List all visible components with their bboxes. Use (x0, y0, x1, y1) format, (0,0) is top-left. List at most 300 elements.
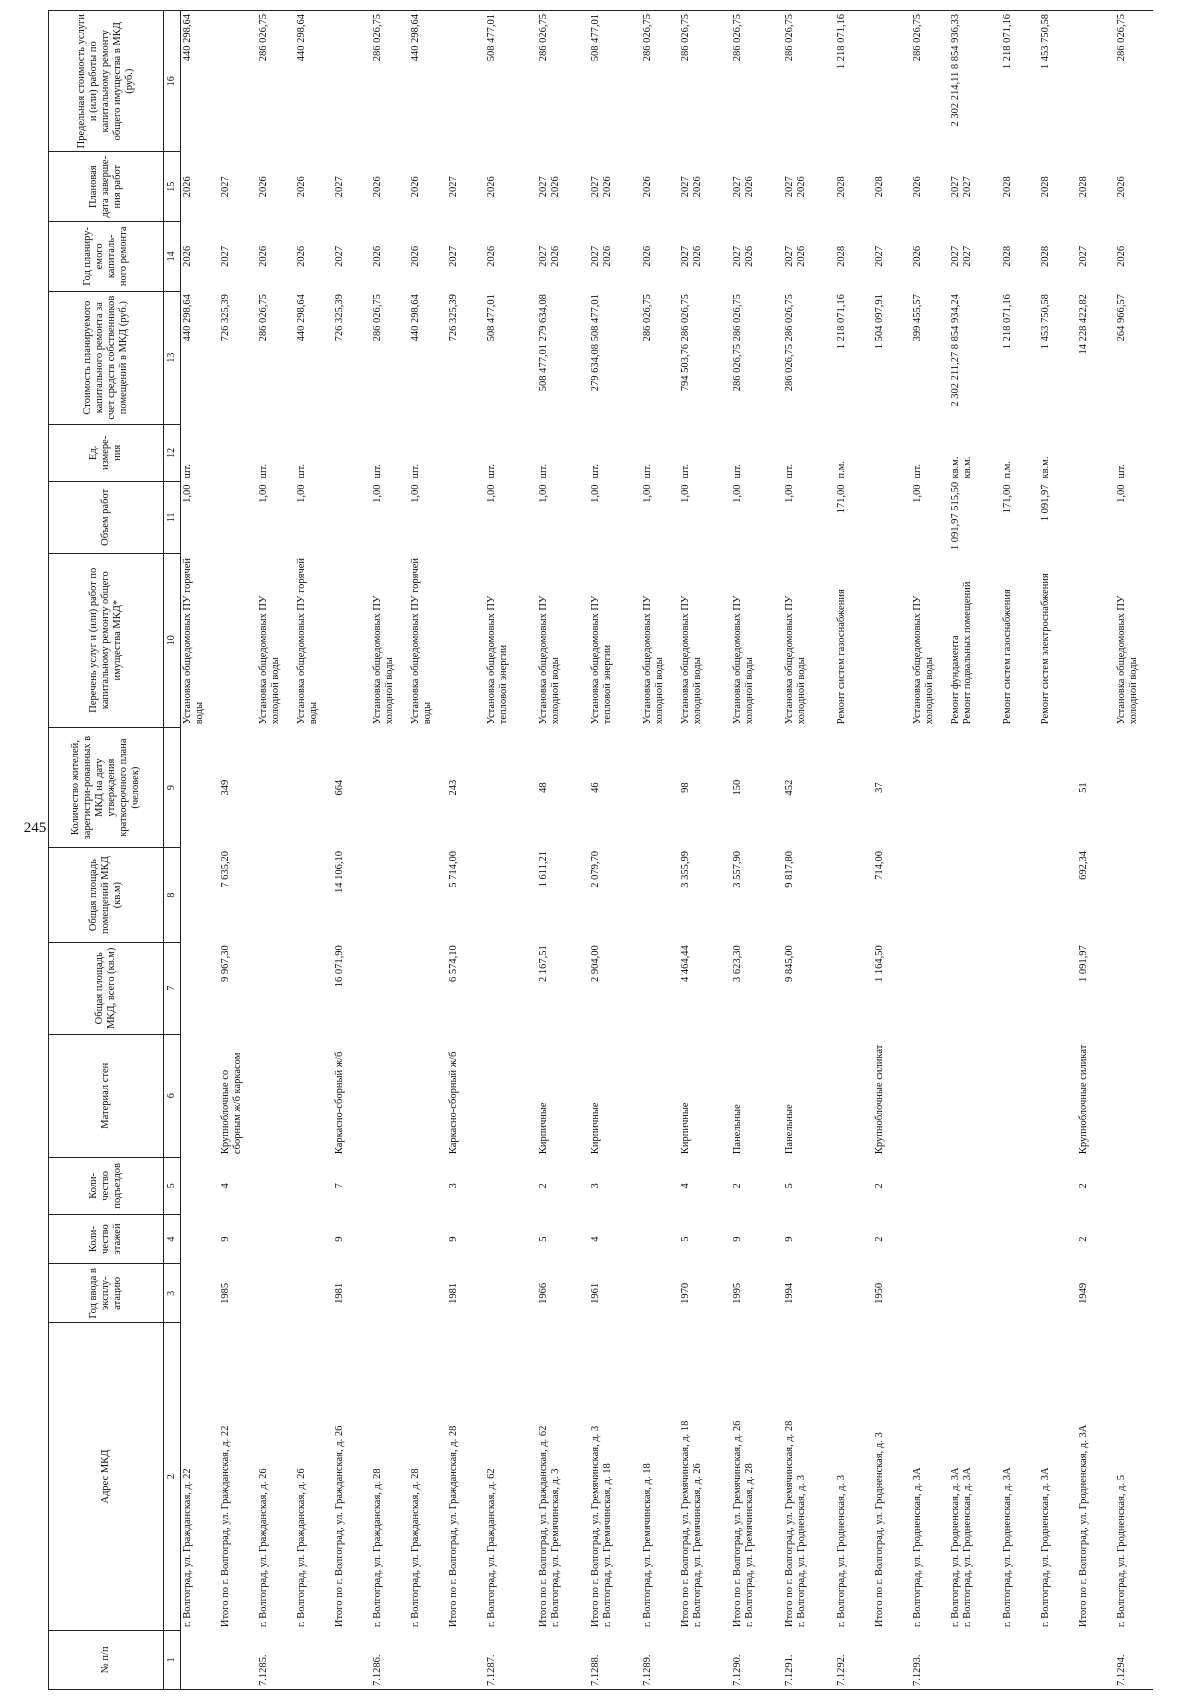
table-cell (485, 848, 537, 942)
table-cell: 726 325,39 (447, 294, 459, 342)
table-cell (295, 1214, 333, 1263)
column-number: 8 (164, 848, 181, 942)
table-cell: 2027 2026 (679, 176, 703, 198)
table-cell: 286 026,75 (641, 294, 653, 342)
table-cell: 1,00 (182, 484, 193, 503)
table-cell: шт. (537, 464, 549, 479)
table-cell: 1 453 750,58 (1039, 294, 1051, 350)
table-cell (371, 848, 409, 942)
table-cell: 2027 2026 (537, 245, 561, 267)
page-number: 245 (23, 820, 47, 836)
table-cell (333, 424, 371, 481)
table-cell: 2028 (873, 176, 885, 198)
table-row (371, 11, 409, 1690)
table-cell: 2026 (641, 176, 653, 198)
table-cell: 399 455,57 (911, 294, 923, 342)
table-cell: 1,00 (1115, 484, 1127, 503)
table-row (447, 11, 485, 1690)
table-cell: 1 091,97 (1077, 945, 1089, 982)
column-number: 15 (164, 152, 181, 222)
table-cell: 1 218 071,16 (1001, 11, 1039, 152)
table-cell: 286 026,75 (257, 11, 295, 152)
column-header: Общая площадь помещений МКД (кв.м) (49, 848, 164, 942)
table-row (181, 11, 219, 1690)
table-cell: г. Волгоград, ул. Гродненская, д. 3 (835, 1474, 847, 1628)
table-cell (447, 553, 485, 727)
table-cell (1039, 1214, 1077, 1263)
table-cell (371, 942, 409, 1034)
column-number: 12 (164, 424, 181, 481)
table-cell: 14 228 422,82 (1077, 294, 1089, 355)
table-cell: 2026 (257, 176, 269, 198)
table-cell: г. Волгоград, ул. Гродненская, д. 3А (911, 1467, 923, 1628)
table-cell (911, 1034, 949, 1157)
table-cell: Установка общедомовых ПУ холодной воды (783, 595, 807, 725)
table-cell (641, 848, 679, 942)
table-cell: 2028 (1077, 176, 1089, 198)
table-cell (1039, 1034, 1077, 1157)
table-cell: шт. (911, 464, 923, 479)
table-cell (447, 11, 485, 152)
table-cell (181, 848, 219, 942)
table-cell: 1 218 071,16 (1001, 294, 1013, 350)
table-cell: Итого по г. Волгоград, ул. Гражданская, д. 28 (447, 1425, 459, 1628)
table-cell: 2028 (1039, 176, 1051, 198)
table-cell (333, 1630, 371, 1689)
table-cell: Ремонт систем газоснабжения (835, 589, 847, 725)
table-cell: 16 071,90 (333, 945, 345, 988)
table-cell: г. Волгоград, ул. Гражданская, д. 26 (295, 1468, 307, 1628)
table-cell: 1,00 (257, 484, 269, 503)
table-cell (641, 727, 679, 848)
table-row (911, 11, 949, 1690)
table-cell: 1,00 (641, 484, 653, 503)
table-cell: 2027 2026 (783, 176, 807, 198)
table-cell: шт. (731, 464, 743, 479)
table-cell (295, 1630, 333, 1689)
table-cell: г. Волгоград, ул. Гражданская, д. 28 (409, 1468, 421, 1628)
table-cell: 2027 2026 (537, 176, 561, 198)
column-number: 3 (164, 1264, 181, 1323)
table-cell: 48 (537, 782, 549, 793)
table-cell (295, 848, 333, 942)
table-cell (409, 1157, 447, 1214)
table-cell: 692,34 (1077, 851, 1089, 880)
table-cell: Итого по г. Волгоград, ул. Гражданская, д. 22 (219, 1425, 231, 1628)
table-cell (873, 482, 911, 554)
table-cell (409, 1630, 447, 1689)
table-cell: Панельные (731, 1104, 743, 1155)
table-cell: 440 298,64 (295, 11, 333, 152)
table-row (783, 11, 835, 1690)
column-header: Ед. измере-ния (49, 424, 164, 481)
table-cell (1001, 1214, 1039, 1263)
table-cell: 7 635,20 (219, 851, 231, 888)
table-cell: г. Волгоград, ул. Гродненская, д. 3А г. Волгоград, ул. Гродненская, д. 3А (949, 1467, 973, 1628)
table-cell: 440 298,64 (181, 11, 219, 152)
table-cell: 1949 (1077, 1282, 1089, 1304)
table-row (835, 11, 873, 1690)
table-cell: Установка общедомовых ПУ холодной воды (257, 595, 281, 725)
table-cell: 2 (1077, 1236, 1089, 1242)
table-cell (1077, 482, 1115, 554)
table-cell (219, 482, 257, 554)
column-number: 13 (164, 291, 181, 424)
table-cell (181, 727, 219, 848)
table-cell (911, 942, 949, 1034)
table-cell: 508 477,01 (485, 294, 497, 342)
column-number: 7 (164, 942, 181, 1034)
table-cell (641, 1157, 679, 1214)
table-cell: Ремонт систем электроснабжения (1039, 573, 1051, 725)
column-header: Материал стен (49, 1034, 164, 1157)
table-cell: 9 (447, 1236, 459, 1242)
table-cell: 2026 (1115, 245, 1127, 267)
table-cell (1001, 1630, 1039, 1689)
table-cell: 7.1286. (371, 1630, 409, 1689)
table-cell: 2026 (409, 245, 421, 267)
column-number: 11 (164, 482, 181, 554)
column-header: Стоимость планируемого капитального ремонта за счет средств собственников помещений в МКД (руб.) (49, 291, 164, 424)
table-cell: 508 477,01 (485, 11, 537, 152)
table-cell (1039, 1157, 1077, 1214)
table-cell: 2027 2026 (731, 176, 755, 198)
table-cell: 2027 2026 (783, 245, 807, 267)
table-cell: 7.1288. (589, 1630, 641, 1689)
table-cell: 1 218 071,16 (835, 294, 847, 350)
table-cell: 9 845,00 (783, 945, 795, 982)
table-cell (219, 553, 257, 727)
table-cell: 2026 (1115, 176, 1127, 198)
table-cell (485, 1214, 537, 1263)
table-cell: 2027 (873, 245, 885, 267)
table-cell (1039, 727, 1077, 848)
table-cell (371, 1264, 409, 1323)
table-cell (371, 1214, 409, 1263)
table-cell (257, 1034, 295, 1157)
table-cell: 2026 (371, 245, 383, 267)
table-cell: 1,00 (295, 484, 307, 503)
table-cell: 286 026,75 (679, 11, 731, 152)
table-cell: Итого по г. Волгоград, ул. Гродненская, д. 3А (1077, 1424, 1089, 1628)
column-header: Адрес МКД (49, 1323, 164, 1630)
table-cell: 51 (1077, 782, 1089, 793)
table-cell (1115, 1157, 1153, 1214)
table-cell: 2026 (911, 245, 923, 267)
table-cell: 440 298,64 (409, 294, 421, 342)
table-cell (949, 1630, 1001, 1689)
table-cell: 5 (679, 1236, 691, 1242)
table-body (181, 11, 1153, 1690)
table-cell (949, 848, 1001, 942)
table-cell: 9 (731, 1236, 743, 1242)
table-cell: 2027 2026 (589, 245, 613, 267)
table-cell (949, 1264, 1001, 1323)
table-cell: 2026 (295, 245, 307, 267)
table-cell (1077, 553, 1115, 727)
table-cell: 286 026,75 (1115, 11, 1153, 152)
table-cell: 1 091,97 515,50 (949, 481, 961, 551)
table-cell (949, 1157, 1001, 1214)
table-cell: 286 026,75 (257, 294, 269, 342)
table-cell: 794 503,76 286 026,75 (679, 294, 691, 392)
table-cell: г. Волгоград, ул. Гражданская, д. 62 (485, 1468, 497, 1628)
column-number: 16 (164, 11, 181, 152)
table-cell (835, 1264, 873, 1323)
table-cell: 2 (537, 1183, 549, 1189)
table-cell (641, 1264, 679, 1323)
table-cell (949, 942, 1001, 1034)
table-cell (333, 553, 371, 727)
table-cell: 1994 (783, 1282, 795, 1304)
table-cell: 3 557,90 (731, 851, 743, 888)
table-cell (485, 942, 537, 1034)
table-cell: 286 026,75 (537, 11, 589, 152)
column-number: 9 (164, 727, 181, 848)
table-cell: 1985 (219, 1282, 231, 1304)
table-row (219, 11, 257, 1690)
table-cell: 150 (731, 779, 743, 796)
table-cell: 349 (219, 779, 231, 796)
table-cell: 2026 (641, 245, 653, 267)
table-cell: г. Волгоград, ул. Гражданская, д. 28 (371, 1468, 383, 1628)
table-cell: 5 (537, 1236, 549, 1242)
table-cell: шт. (589, 464, 601, 479)
table-cell: 2028 (1001, 245, 1013, 267)
table-cell (333, 11, 371, 152)
table-cell: 5 (783, 1183, 795, 1189)
table-cell: 7.1289. (641, 1630, 679, 1689)
column-number: 2 (164, 1323, 181, 1630)
table-row (1001, 11, 1039, 1690)
table-cell (447, 1630, 485, 1689)
table-cell: 2027 (219, 245, 231, 267)
table-cell: 286 026,75 (371, 11, 409, 152)
table-cell: 7.1294. (1115, 1630, 1153, 1689)
table-cell: 1 164,50 (873, 945, 885, 982)
table-cell: 2027 2027 (949, 176, 973, 198)
table-row (1115, 11, 1153, 1690)
table-cell: 2027 (447, 245, 459, 267)
table-cell: Установка общедомовых ПУ тепловой энергии (589, 595, 613, 725)
table-cell: кв.м. кв.м. (949, 456, 973, 479)
table-cell (295, 727, 333, 848)
table-cell (181, 1214, 219, 1263)
table-cell (1077, 424, 1115, 481)
table-row (257, 11, 295, 1690)
table-row (409, 11, 447, 1690)
table-cell (181, 1157, 219, 1214)
table-cell: 440 298,64 (295, 294, 307, 342)
table-cell (835, 848, 873, 942)
table-cell (835, 942, 873, 1034)
table-cell: 171,00 (1001, 484, 1013, 514)
table-cell: 1981 (447, 1282, 459, 1304)
table-cell: 1,00 (485, 484, 497, 503)
table-cell: 1 504 097,91 (873, 294, 885, 350)
table-cell (1001, 848, 1039, 942)
table-cell: г. Волгоград, ул. Гродненская, д. 3А (1039, 1467, 1051, 1628)
table-cell (219, 424, 257, 481)
table-cell: 2 (873, 1236, 885, 1242)
table-cell: Итого по г. Волгоград, ул. Гремячинская, д. 3 г. Волгоград, ул. Гремячинская, д. 18 (589, 1425, 613, 1628)
table-cell (181, 1264, 219, 1323)
table-cell: Установка общедомовых ПУ горячей воды (409, 557, 433, 725)
table-cell (409, 1034, 447, 1157)
table-cell: Установка общедомовых ПУ холодной воды (911, 595, 935, 725)
table-cell: п.м. (1001, 461, 1013, 479)
table-cell (873, 553, 911, 727)
table-cell: 6 574,10 (447, 945, 459, 982)
table-cell (1001, 1034, 1039, 1157)
table-cell: 1 218 071,16 (835, 11, 873, 152)
table-cell: 3 (447, 1183, 459, 1189)
table-cell (295, 1034, 333, 1157)
table-cell: 2026 (485, 176, 497, 198)
table-cell: 7.1285. (257, 1630, 295, 1689)
table-cell (181, 1034, 219, 1157)
table-cell: 286 026,75 (641, 11, 679, 152)
column-header: Предельная стоимость услуги и (или) работы по капитальному ремонту общего имущества в МКД (руб.) (49, 11, 164, 152)
table-cell (949, 1034, 1001, 1157)
table-cell (1001, 1264, 1039, 1323)
table-cell: Установка общедомовых ПУ холодной воды (679, 595, 703, 725)
table-cell: 2026 (257, 245, 269, 267)
table-cell: 37 (873, 782, 885, 793)
column-number: 14 (164, 222, 181, 292)
table-cell (1039, 942, 1077, 1034)
table-cell (485, 1264, 537, 1323)
table-cell (181, 1630, 219, 1689)
table-cell: шт. (295, 464, 307, 479)
table-cell: 279 634,08 508 477,01 (589, 294, 601, 392)
table-cell: г. Волгоград, ул. Гродненская, д. 3А (1001, 1467, 1013, 1628)
table-cell: 726 325,39 (333, 294, 345, 342)
table-cell: 3 623,30 (731, 945, 743, 982)
table-cell (1039, 1264, 1077, 1323)
table-cell: 286 026,75 286 026,75 (783, 294, 795, 392)
column-header: Коли-чество этажей (49, 1214, 164, 1263)
table-cell: 4 464,44 (679, 945, 691, 982)
column-header: Перечень услуг и (или) работ по капитальному ремонту общего имущества МКД* (49, 553, 164, 727)
table-cell: 9 (783, 1236, 795, 1242)
table-cell (371, 727, 409, 848)
table-cell: Кирпичные (537, 1102, 549, 1155)
table-row (589, 11, 641, 1690)
column-number: 10 (164, 553, 181, 727)
column-header: Коли-чество подъездов (49, 1157, 164, 1214)
table-cell: 1995 (731, 1282, 743, 1304)
table-row (295, 11, 333, 1690)
table-row (485, 11, 537, 1690)
table-cell (409, 1264, 447, 1323)
table-cell: 9 (219, 1236, 231, 1242)
table-cell: Итого по г. Волгоград, ул. Гремячинская, д. 26 г. Волгоград, ул. Гремячинская, д. 28 (731, 1420, 755, 1628)
table-cell: Итого по г. Волгоград, ул. Гремячинская, д. 18 г. Волгоград, ул. Гремячинская, д. 26 (679, 1420, 703, 1628)
table-cell (257, 1214, 295, 1263)
table-cell: Крупноблочные со сборным ж/б каркасом (219, 1052, 243, 1155)
table-cell: 1,00 (537, 484, 549, 503)
table-cell: 46 (589, 782, 601, 793)
table-cell: 14 106,10 (333, 851, 345, 893)
column-number: 5 (164, 1157, 181, 1214)
table-cell (295, 1157, 333, 1214)
table-row (873, 11, 911, 1690)
table-cell (219, 11, 257, 152)
table-cell: 98 (679, 782, 691, 793)
table-cell (257, 848, 295, 942)
table-cell: 2026 (295, 176, 307, 198)
table-cell: 2026 (409, 176, 421, 198)
table-cell: 3 355,99 (679, 851, 691, 888)
table-cell: г. Волгоград, ул. Гродненская, д. 5 (1115, 1474, 1127, 1628)
table-cell: 286 026,75 286 026,75 (731, 294, 743, 392)
table-cell: 508 477,01 279 634,08 (537, 294, 549, 392)
table-cell (1077, 1630, 1115, 1689)
table-cell (447, 482, 485, 554)
table-cell (873, 424, 911, 481)
table-cell (911, 848, 949, 942)
table-cell (1115, 727, 1153, 848)
table-row (679, 11, 731, 1690)
table-cell: 2027 (219, 176, 231, 198)
table-cell (1115, 942, 1153, 1034)
table-cell: 1981 (333, 1282, 345, 1304)
table-cell: Крупноблочные силикат (873, 1044, 885, 1155)
table-cell: Установка общедомовых ПУ холодной воды (641, 595, 665, 725)
table-cell: 4 (219, 1183, 231, 1189)
table-cell: 2026 (182, 176, 193, 198)
table-cell (1077, 11, 1115, 152)
table-cell (295, 1264, 333, 1323)
table-cell: Установка общедомовых ПУ горячей воды (182, 557, 206, 725)
table-cell (537, 1630, 589, 1689)
table-cell: 2027 2027 (949, 245, 973, 267)
table-cell: 9 817,80 (783, 851, 795, 888)
table-cell: 440 298,64 (409, 11, 447, 152)
table-cell: Итого по г. Волгоград, ул. Гражданская, д. 26 (333, 1425, 345, 1628)
table-cell (295, 942, 333, 1034)
table-cell: 2028 (1039, 245, 1051, 267)
table-cell (409, 942, 447, 1034)
table-row (731, 11, 783, 1690)
table-cell: Установка общедомовых ПУ тепловой энергии (485, 595, 509, 725)
table-cell: 3 (589, 1183, 601, 1189)
table-cell: шт. (409, 464, 421, 479)
table-cell (873, 1630, 911, 1689)
table-cell: 1 091,97 (1039, 484, 1051, 522)
table-cell: Каркасно-сборный ж/б (447, 1051, 459, 1155)
table-cell (873, 11, 911, 152)
table-cell: 726 325,39 (219, 294, 231, 342)
table-cell: 1970 (679, 1282, 691, 1304)
table-cell: Каркасно-сборный ж/б (333, 1051, 345, 1155)
table-cell: 2028 (835, 245, 847, 267)
column-header: Общая площадь МКД, всего (кв.м) (49, 942, 164, 1034)
table-row (1077, 11, 1115, 1690)
table-cell (257, 942, 295, 1034)
table-cell: 2026 (485, 245, 497, 267)
table-cell: 2027 (1077, 245, 1089, 267)
table-cell: 1,00 (409, 484, 421, 503)
table-cell (949, 1214, 1001, 1263)
table-cell (911, 1157, 949, 1214)
table-cell: 2 (731, 1183, 743, 1189)
table-cell (1115, 1214, 1153, 1263)
table-cell (911, 1214, 949, 1263)
table-row (537, 11, 589, 1690)
table-cell: шт. (257, 464, 269, 479)
